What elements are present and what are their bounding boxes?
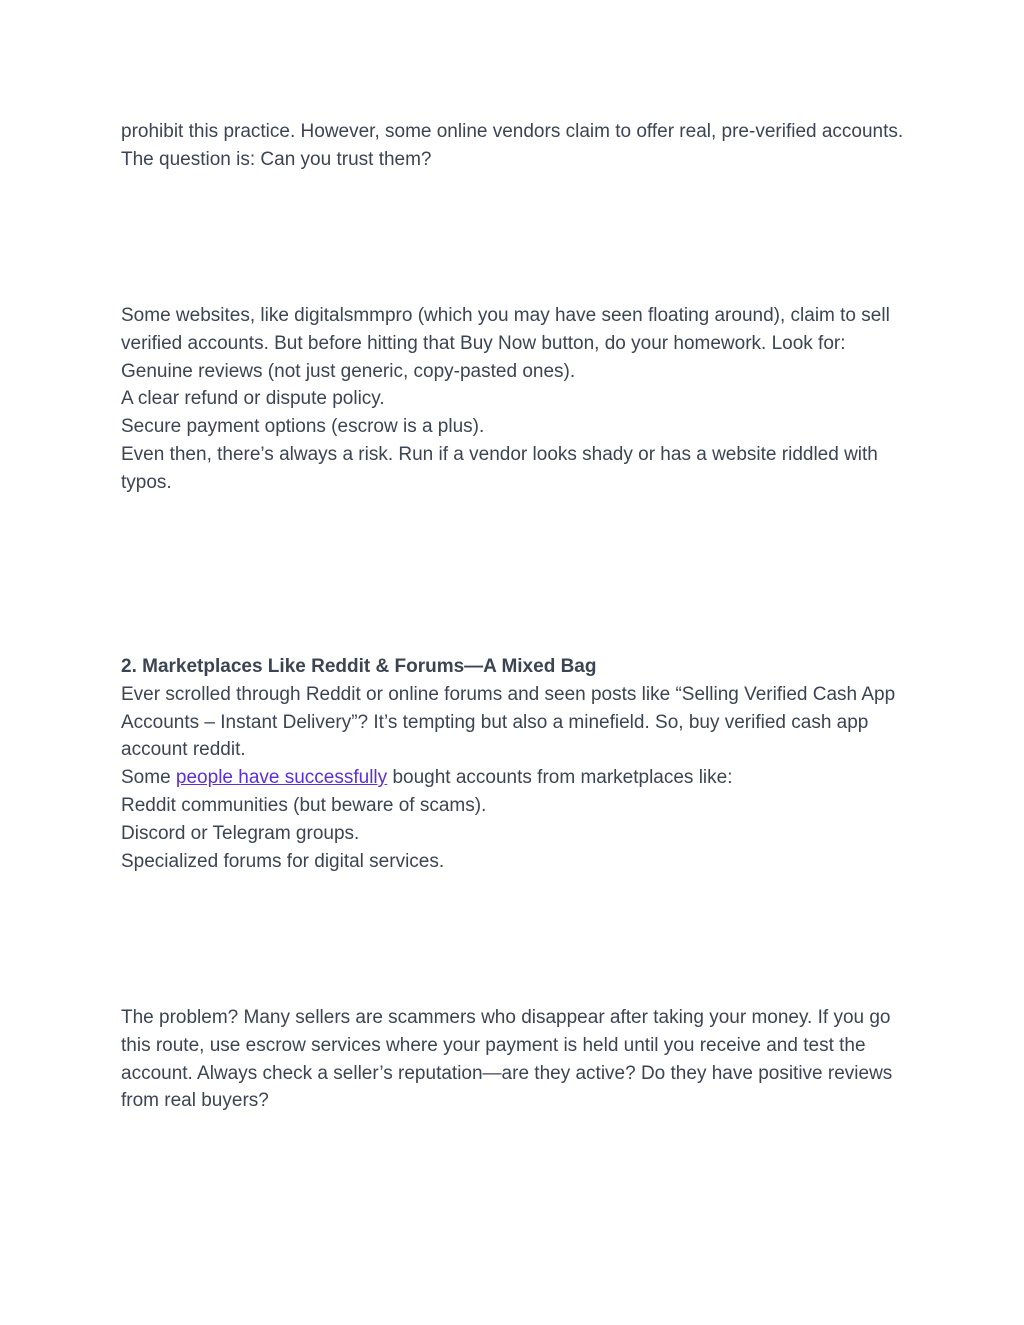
intro-block <box>121 118 911 174</box>
list-item: Specialized forums for digital services. <box>121 850 445 872</box>
vendor-paragraph: Some websites, like digitalsmmpro (which you may have seen floating around), claim to sell verified accounts. But before hitting that Buy Now button, do your homework. Look for: <box>121 305 890 354</box>
list-item: A clear refund or dispute policy. <box>121 388 385 410</box>
scam-warning-paragraph: The problem? Many sellers are scammers who disappear after taking your money. If you go this route, use escrow services where your payment is held until you receive and test the account. Always check a seller’s reputation—are they active? Do they have positive reviews from real buyers? <box>121 1007 893 1112</box>
link-line-prefix: Some <box>121 767 176 789</box>
list-item: Discord or Telegram groups. <box>121 822 360 844</box>
marketplaces-paragraph: Ever scrolled through Reddit or online forums and seen posts like “Selling Verified Cash App Accounts – Instant Delivery”? It’s tempting but also a minefield. So, buy verified cash app account reddit. <box>121 683 896 761</box>
list-item: Secure payment options (escrow is a plus). <box>121 416 485 438</box>
vendor-websites-section <box>121 302 911 497</box>
section-heading: 2. Marketplaces Like Reddit & Forums—A Mixed Bag <box>121 656 597 677</box>
link-line-suffix: bought accounts from marketplaces like: <box>387 767 733 789</box>
marketplaces-section <box>121 653 911 875</box>
list-item: Reddit communities (but beware of scams). <box>121 794 487 816</box>
list-item: Genuine reviews (not just generic, copy-pasted ones). <box>121 360 576 382</box>
marketplaces-link-line <box>121 764 911 792</box>
people-have-successfully-link[interactable]: people have successfully <box>175 767 388 789</box>
scam-warning-section <box>121 1004 911 1115</box>
intro-paragraph: prohibit this practice. However, some online vendors claim to offer real, pre-verified accounts. The question is: Can you trust them? <box>121 121 904 170</box>
vendor-closing-paragraph: Even then, there’s always a risk. Run if a vendor looks shady or has a website riddled with typos. <box>121 443 878 493</box>
